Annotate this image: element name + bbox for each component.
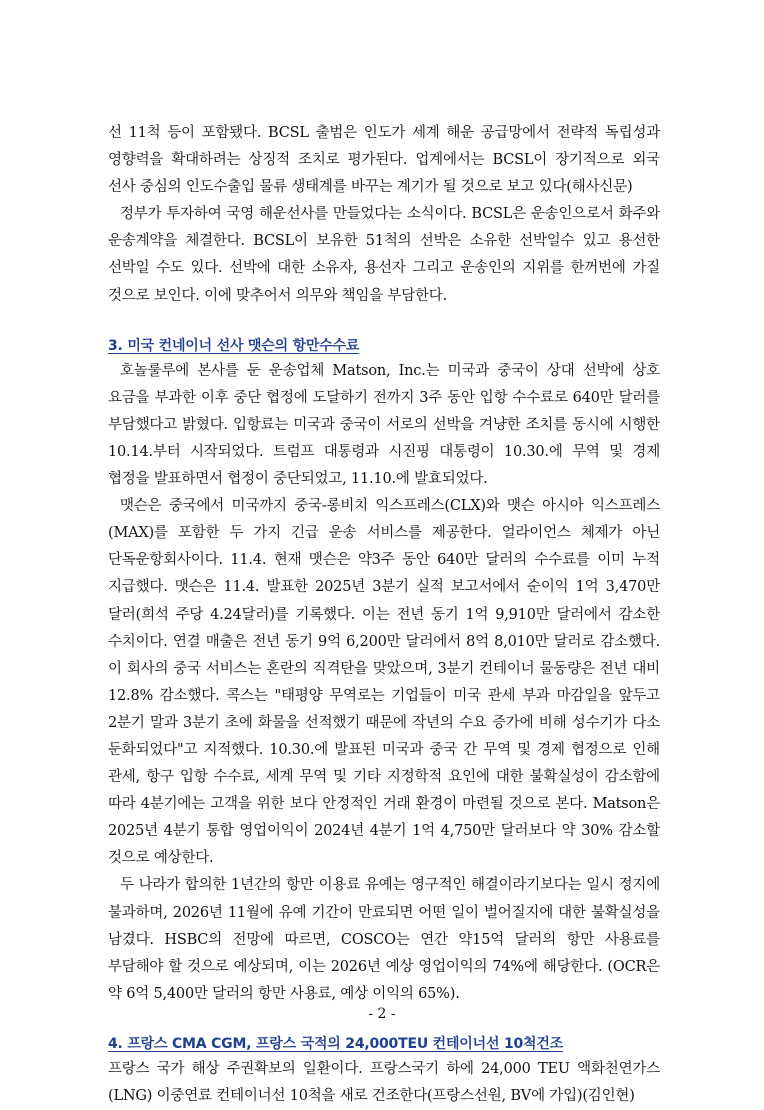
body-paragraph: 두 나라가 합의한 1년간의 항만 이용료 유예는 영구적인 해결이라기보다는 일시 정지에 불과하며, 2026년 11월에 유예 기간이 만료되면 어떤 일이 벌어질지에 대한 불확실성을 남겼다. HSBC의 전망에 따르면, COSCO는 연간 약15억 달러의 항만 사용료를 부담해야 할 것으로 예상되며, 이는 2026년 예상 영업이익의 74%에 해당한다. (OCR은 약 6억 5,400만 달러의 항만 사용료, 예상 이익의 65%). (108, 877, 660, 1002)
body-paragraph: 프랑스 국가 해상 주권확보의 일환이다. 프랑스국기 하에 24,000 TEU 액화천연가스(LNG) 이중연료 컨테이너선 10척을 새로 건조한다(프랑스선원, BV에 가입)(김인현) (108, 1060, 660, 1104)
document-page (108, 120, 660, 1110)
section-heading: 4. 프랑스 CMA CGM, 프랑스 국적의 24,000TEU 컨테이너선 10척건조 (108, 1035, 564, 1052)
page-number: - 2 - (368, 1006, 396, 1022)
body-paragraph: 선 11척 등이 포함됐다. BCSL 출범은 인도가 세계 해운 공급망에서 전략적 독립성과 영향력을 확대하려는 상징적 조치로 평가된다. 업계에서는 BCSL이 장기적으로 외국 선사 중심의 인도수출입 물류 생태계를 바꾸는 계기가 될 것으로 보고 있다(해사신문) (108, 125, 660, 196)
section-spacer (108, 310, 660, 334)
body-paragraph: 정부가 투자하여 국영 해운선사를 만들었다는 소식이다. BCSL은 운송인으로서 화주와 운송계약을 체결한다. BCSL이 보유한 51척의 선박은 소유한 선박일수 있고 용선한 선박일 수도 있다. 선박에 대한 소유자, 용선자 그리고 운송인의 지위를 한꺼번에 가질 것으로 보인다. 이에 맞추어서 의무와 책임을 부담한다. (108, 206, 660, 304)
body-paragraph: 호놀룰루에 본사를 둔 운송업체 Matson, Inc.는 미국과 중국이 상대 선박에 상호 요금을 부과한 이후 중단 협정에 도달하기 전까지 3주 동안 입항 수수료로 640만 달러를 부담했다고 밝혔다. 입항료는 미국과 중국이 서로의 선박을 겨냥한 조치를 동시에 시행한 10.14.부터 시작되었다. 트럼프 대통령과 시진핑 대통령이 10.30.에 무역 및 경제 협정을 발표하면서 협정이 중단되었고, 11.10.에 발효되었다. (108, 362, 660, 488)
section-heading: 3. 미국 컨네이너 선사 맷슨의 항만수수료 (108, 337, 360, 354)
body-paragraph: 맷슨은 중국에서 미국까지 중국-롱비치 익스프레스(CLX)와 맷슨 아시아 익스프레스(MAX)를 포함한 두 가지 긴급 운송 서비스를 제공한다. 얼라이언스 체제가 아닌 단독운항회사이다. 11.4. 현재 맷슨은 약3주 동안 640만 달러의 수수료를 이미 누적 지급했다. 맷슨은 11.4. 발표한 2025년 3분기 실적 보고서에서 순이익 1억 3,470만 달러(희석 주당 4.24달러)를 기록했다. 이는 전년 동기 1억 9,910만 달러에서 감소한 수치이다. 연결 매출은 전년 동기 9억 6,200만 달러에서 8억 8,010만 달러로 감소했다. 이 회사의 중국 서비스는 혼란의 직격탄을 맞았으며, 3분기 컨테이너 물동량은 전년 대비 12.8% 감소했다. 콕스는 "태평양 무역로는 기업들이 미국 관세 부과 마감일을 앞두고 2분기 말과 3분기 초에 화물을 선적했기 때문에 작년의 수요 증가에 비해 성수기가 다소 둔화되었다"고 지적했다. 10.30.에 발표된 미국과 중국 간 무역 및 경제 협정으로 인해 관세, 항구 입항 수수료, 세계 무역 및 기타 지정학적 요인에 대한 불확실성이 감소함에 따라 4분기에는 고객을 위한 보다 안정적인 거래 환경이 마련될 것으로 본다. Matson은 2025년 4분기 통합 영업이익이 2024년 4분기 1억 4,750만 달러보다 약 30% 감소할 것으로 예상한다. (108, 498, 660, 867)
